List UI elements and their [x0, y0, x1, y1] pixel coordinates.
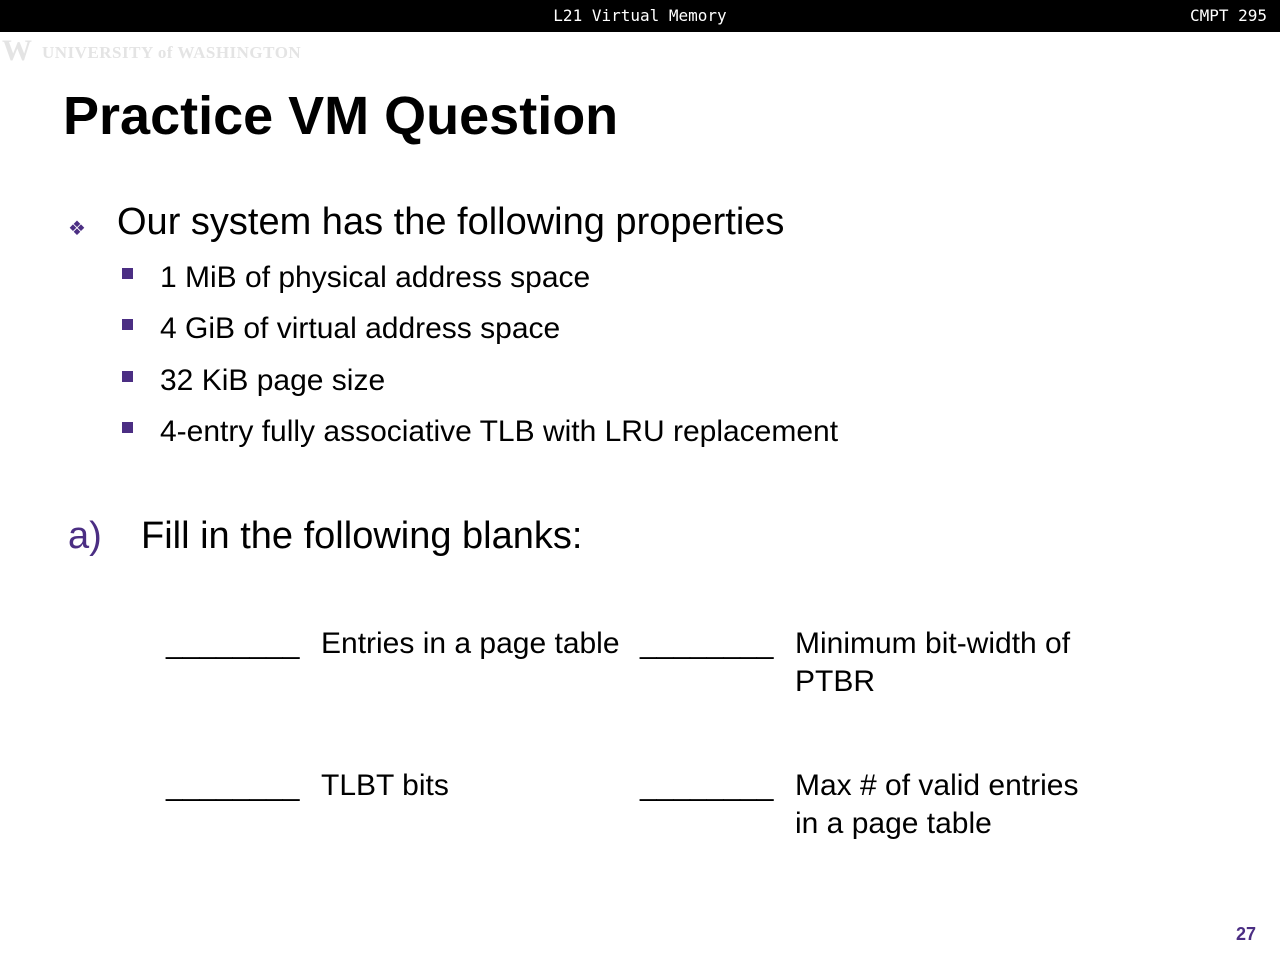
- course-code: CMPT 295: [1189, 6, 1267, 25]
- square-bullet-icon: [122, 422, 133, 433]
- square-bullet-icon: [122, 319, 133, 330]
- slide-header: [0, 0, 1280, 32]
- list-item-text: 1 MiB of physical address space: [160, 261, 591, 294]
- part-instruction: Fill in the following blanks:: [141, 515, 583, 557]
- list-item-text: 4 GiB of virtual address space: [160, 312, 561, 346]
- university-logo: [2, 34, 312, 67]
- part-label: a): [68, 515, 102, 557]
- answer-blank-ptbr: ________: [640, 627, 774, 660]
- blank-label-ptbr: Minimum bit-width of PTBR: [795, 627, 1071, 698]
- main-bullet-text: Our system has the following properties: [117, 201, 785, 243]
- lecture-title: L21 Virtual Memory: [553, 6, 727, 25]
- blank-label-valid-entries: Max # of valid entries in a page table: [795, 769, 1079, 840]
- answer-blank-valid-entries: ________: [640, 769, 774, 802]
- logo-mark: W: [2, 34, 26, 67]
- answer-blank-tlbt: ________: [166, 769, 300, 802]
- square-bullet-icon: [122, 268, 133, 279]
- blank-label-tlbt: TLBT bits: [321, 769, 449, 802]
- list-item-text: 4-entry fully associative TLB with LRU replacement: [160, 415, 839, 449]
- answer-blank-entries: ________: [166, 627, 300, 660]
- logo-name: UNIVERSITY of WASHINGTON: [42, 43, 302, 62]
- diamond-bullet-icon: ❖: [68, 218, 86, 240]
- blank-label-entries: Entries in a page table: [321, 627, 620, 660]
- page-number: 27: [1235, 924, 1256, 944]
- slide-title: Practice VM Question: [63, 86, 619, 146]
- square-bullet-icon: [122, 371, 133, 382]
- list-item-text: 32 KiB page size: [160, 363, 386, 397]
